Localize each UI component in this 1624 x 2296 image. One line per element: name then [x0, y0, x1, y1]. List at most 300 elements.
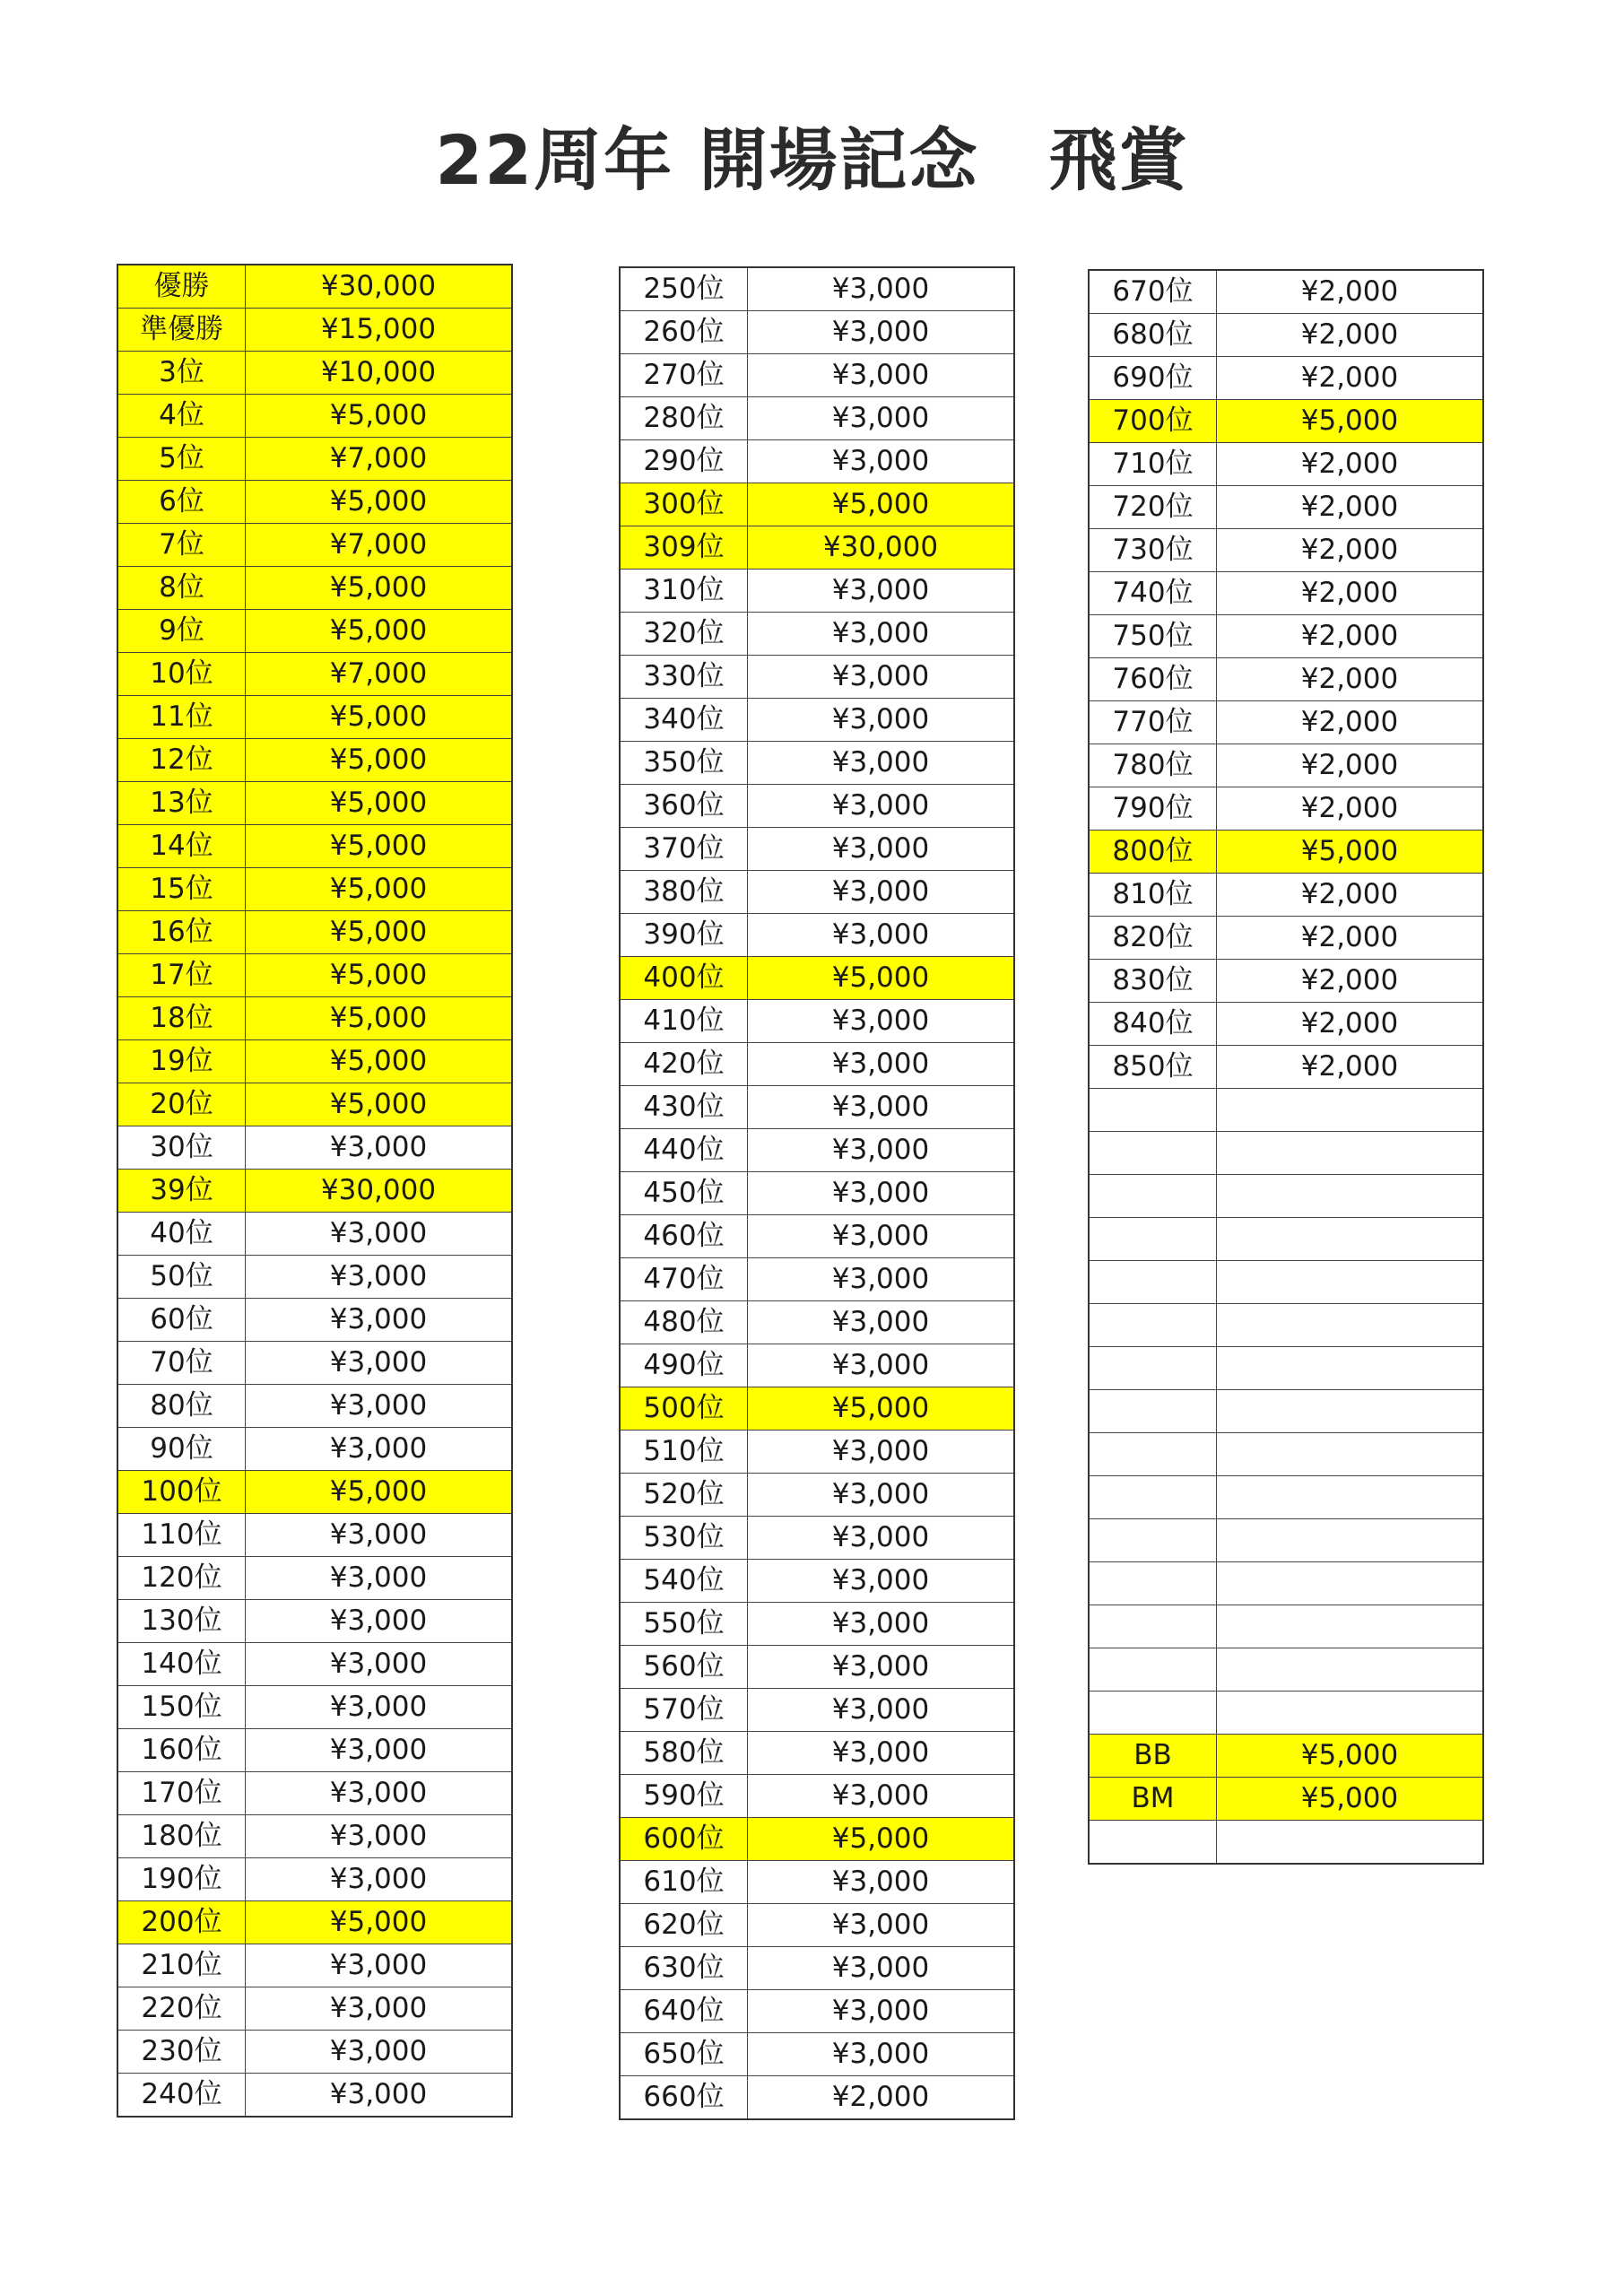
prize-row — [117, 1040, 512, 1083]
prize-amount-cell — [1217, 1132, 1484, 1175]
prize-amount-cell — [1217, 1433, 1484, 1476]
rank-cell: 15位 — [117, 868, 246, 911]
prize-amount-cell: ¥7,000 — [246, 653, 513, 696]
rank-cell: 730位 — [1089, 529, 1217, 572]
prize-row — [117, 739, 512, 782]
prize-row — [1089, 787, 1483, 831]
rank-cell — [1089, 1821, 1217, 1865]
prize-amount-cell: ¥3,000 — [748, 1732, 1015, 1775]
rank-cell — [1089, 1648, 1217, 1692]
rank-cell: 140位 — [117, 1643, 246, 1686]
prize-row — [620, 1603, 1014, 1646]
prize-row — [620, 267, 1014, 311]
prize-amount-cell: ¥2,000 — [1217, 658, 1484, 701]
prize-amount-cell — [1217, 1175, 1484, 1218]
prize-row — [117, 1643, 512, 1686]
prize-row — [1089, 529, 1483, 572]
prize-amount-cell: ¥30,000 — [748, 526, 1015, 570]
rank-cell: 380位 — [620, 871, 748, 914]
prize-amount-cell — [1217, 1648, 1484, 1692]
rank-cell: 9位 — [117, 610, 246, 653]
prize-amount-cell: ¥5,000 — [1217, 1778, 1484, 1821]
prize-row — [620, 570, 1014, 613]
prize-row — [620, 828, 1014, 871]
prize-row — [1089, 615, 1483, 658]
prize-row — [620, 1043, 1014, 1086]
rank-cell: 550位 — [620, 1603, 748, 1646]
prize-row — [117, 1428, 512, 1471]
prize-row — [1089, 572, 1483, 615]
prize-amount-cell: ¥2,000 — [1217, 486, 1484, 529]
rank-cell: 770位 — [1089, 701, 1217, 744]
prize-amount-cell: ¥3,000 — [748, 1258, 1015, 1301]
prize-amount-cell: ¥5,000 — [246, 911, 513, 954]
prize-row — [117, 653, 512, 696]
prize-row — [1089, 1347, 1483, 1390]
rank-cell: 350位 — [620, 742, 748, 785]
rank-cell — [1089, 1476, 1217, 1519]
rank-cell: 160位 — [117, 1729, 246, 1772]
prize-row — [620, 1000, 1014, 1043]
rank-cell — [1089, 1433, 1217, 1476]
prize-amount-cell: ¥5,000 — [246, 567, 513, 610]
prize-row — [117, 1256, 512, 1299]
prize-row — [117, 1299, 512, 1342]
rank-cell — [1089, 1218, 1217, 1261]
prize-amount-cell: ¥5,000 — [748, 483, 1015, 526]
rank-cell: 60位 — [117, 1299, 246, 1342]
rank-cell: 7位 — [117, 524, 246, 567]
prize-row — [117, 1901, 512, 1944]
prize-amount-cell — [1217, 1821, 1484, 1865]
prize-amount-cell: ¥3,000 — [748, 570, 1015, 613]
prize-row — [620, 354, 1014, 397]
prize-row — [1089, 486, 1483, 529]
prize-row — [117, 2031, 512, 2074]
prize-amount-cell: ¥5,000 — [246, 825, 513, 868]
prize-row — [620, 1904, 1014, 1947]
prize-row — [117, 1083, 512, 1126]
prize-amount-cell: ¥3,000 — [748, 1301, 1015, 1344]
prize-amount-cell: ¥3,000 — [748, 1431, 1015, 1474]
prize-row — [117, 567, 512, 610]
prize-row — [620, 2076, 1014, 2120]
rank-cell — [1089, 1175, 1217, 1218]
rank-cell: 630位 — [620, 1947, 748, 1990]
rank-cell: 19位 — [117, 1040, 246, 1083]
prize-amount-cell: ¥3,000 — [748, 1215, 1015, 1258]
prize-amount-cell: ¥2,000 — [1217, 529, 1484, 572]
rank-cell: 690位 — [1089, 357, 1217, 400]
prize-amount-cell: ¥2,000 — [1217, 874, 1484, 917]
rank-cell: 40位 — [117, 1213, 246, 1256]
rank-cell: 420位 — [620, 1043, 748, 1086]
prize-row — [117, 1213, 512, 1256]
prize-amount-cell: ¥5,000 — [748, 1818, 1015, 1861]
prize-amount-cell: ¥2,000 — [1217, 270, 1484, 314]
prize-row — [1089, 314, 1483, 357]
rank-cell: 670位 — [1089, 270, 1217, 314]
prize-row — [117, 2074, 512, 2118]
prize-amount-cell — [1217, 1476, 1484, 1519]
rank-cell: 240位 — [117, 2074, 246, 2118]
prize-amount-cell: ¥2,000 — [1217, 917, 1484, 960]
rank-cell: 470位 — [620, 1258, 748, 1301]
prize-row — [620, 1947, 1014, 1990]
prize-row — [117, 782, 512, 825]
prize-amount-cell: ¥3,000 — [748, 613, 1015, 656]
prize-amount-cell: ¥5,000 — [246, 782, 513, 825]
rank-cell: 8位 — [117, 567, 246, 610]
rank-cell: 5位 — [117, 438, 246, 481]
prize-row — [117, 481, 512, 524]
rank-cell: 620位 — [620, 1904, 748, 1947]
prize-amount-cell: ¥5,000 — [246, 1040, 513, 1083]
prize-amount-cell: ¥3,000 — [748, 1861, 1015, 1904]
prize-amount-cell: ¥3,000 — [748, 742, 1015, 785]
prize-row — [1089, 744, 1483, 787]
prize-row — [620, 1344, 1014, 1387]
rank-cell: 260位 — [620, 311, 748, 354]
prize-amount-cell: ¥15,000 — [246, 309, 513, 352]
rank-cell: 50位 — [117, 1256, 246, 1299]
rank-cell: 30位 — [117, 1126, 246, 1170]
prize-amount-cell: ¥3,000 — [246, 1729, 513, 1772]
prize-row — [620, 1474, 1014, 1517]
prize-row — [620, 311, 1014, 354]
prize-amount-cell — [1217, 1562, 1484, 1605]
prize-row — [117, 309, 512, 352]
rank-cell: 200位 — [117, 1901, 246, 1944]
prize-amount-cell: ¥3,000 — [748, 1560, 1015, 1603]
prize-row — [1089, 874, 1483, 917]
rank-cell: BM — [1089, 1778, 1217, 1821]
rank-cell: 330位 — [620, 656, 748, 699]
prize-row — [1089, 1648, 1483, 1692]
prize-amount-cell: ¥5,000 — [1217, 1735, 1484, 1778]
prize-row — [117, 1342, 512, 1385]
prize-amount-cell: ¥3,000 — [246, 1342, 513, 1385]
rank-cell: 130位 — [117, 1600, 246, 1643]
rank-cell: 320位 — [620, 613, 748, 656]
rank-cell: 780位 — [1089, 744, 1217, 787]
rank-cell: 230位 — [117, 2031, 246, 2074]
rank-cell: 290位 — [620, 440, 748, 483]
prize-amount-cell: ¥2,000 — [1217, 1046, 1484, 1089]
prize-amount-cell: ¥2,000 — [1217, 314, 1484, 357]
prize-amount-cell: ¥2,000 — [1217, 701, 1484, 744]
prize-amount-cell: ¥3,000 — [246, 1299, 513, 1342]
rank-cell: 610位 — [620, 1861, 748, 1904]
rank-cell: 120位 — [117, 1557, 246, 1600]
prize-row — [620, 483, 1014, 526]
prize-row — [620, 1732, 1014, 1775]
prize-row — [620, 1861, 1014, 1904]
rank-cell: 13位 — [117, 782, 246, 825]
prize-amount-cell: ¥2,000 — [1217, 443, 1484, 486]
rank-cell: 優勝 — [117, 265, 246, 309]
prize-row — [117, 1170, 512, 1213]
prize-row — [620, 1215, 1014, 1258]
rank-cell: 16位 — [117, 911, 246, 954]
prize-amount-cell: ¥2,000 — [1217, 1003, 1484, 1046]
rank-cell: 250位 — [620, 267, 748, 311]
prize-row — [117, 1686, 512, 1729]
prize-amount-cell: ¥3,000 — [748, 1947, 1015, 1990]
rank-cell: 650位 — [620, 2033, 748, 2076]
prize-row — [117, 825, 512, 868]
prize-amount-cell: ¥2,000 — [1217, 357, 1484, 400]
prize-amount-cell: ¥3,000 — [748, 1043, 1015, 1086]
prize-amount-cell — [1217, 1218, 1484, 1261]
rank-cell: 600位 — [620, 1818, 748, 1861]
prize-row — [117, 1514, 512, 1557]
rank-cell — [1089, 1132, 1217, 1175]
prize-amount-cell: ¥5,000 — [246, 954, 513, 997]
prize-row — [1089, 1003, 1483, 1046]
rank-cell: 300位 — [620, 483, 748, 526]
prize-row — [117, 395, 512, 438]
prize-amount-cell: ¥5,000 — [246, 1083, 513, 1126]
prize-row — [117, 524, 512, 567]
prize-amount-cell: ¥2,000 — [1217, 744, 1484, 787]
prize-amount-cell: ¥3,000 — [246, 1385, 513, 1428]
rank-cell — [1089, 1605, 1217, 1648]
prize-amount-cell: ¥3,000 — [748, 1086, 1015, 1129]
rank-cell: 760位 — [1089, 658, 1217, 701]
prize-amount-cell: ¥3,000 — [748, 1172, 1015, 1215]
prize-amount-cell — [1217, 1347, 1484, 1390]
prize-amount-cell: ¥5,000 — [246, 395, 513, 438]
rank-cell: 830位 — [1089, 960, 1217, 1003]
rank-cell: 360位 — [620, 785, 748, 828]
prize-amount-cell: ¥3,000 — [246, 1686, 513, 1729]
rank-cell: 840位 — [1089, 1003, 1217, 1046]
prize-row — [1089, 1089, 1483, 1132]
rank-cell: 820位 — [1089, 917, 1217, 960]
prize-amount-cell: ¥3,000 — [748, 699, 1015, 742]
rank-cell: 340位 — [620, 699, 748, 742]
rank-cell: 790位 — [1089, 787, 1217, 831]
prize-table-column-1 — [117, 264, 513, 2118]
rank-cell: 準優勝 — [117, 309, 246, 352]
rank-cell: 570位 — [620, 1689, 748, 1732]
prize-amount-cell — [1217, 1304, 1484, 1347]
rank-cell: 700位 — [1089, 400, 1217, 443]
prize-amount-cell: ¥5,000 — [246, 739, 513, 782]
prize-amount-cell: ¥3,000 — [748, 1646, 1015, 1689]
rank-cell: 440位 — [620, 1129, 748, 1172]
rank-cell: 210位 — [117, 1944, 246, 1987]
prize-row — [620, 957, 1014, 1000]
prize-amount-cell: ¥3,000 — [246, 1600, 513, 1643]
prize-amount-cell: ¥5,000 — [246, 481, 513, 524]
prize-amount-cell: ¥3,000 — [748, 1344, 1015, 1387]
prize-row — [620, 1689, 1014, 1732]
rank-cell: 20位 — [117, 1083, 246, 1126]
prize-row — [620, 1990, 1014, 2033]
prize-amount-cell: ¥3,000 — [748, 1517, 1015, 1560]
prize-table-column-2 — [619, 266, 1015, 2120]
prize-amount-cell: ¥2,000 — [1217, 615, 1484, 658]
prize-amount-cell: ¥3,000 — [748, 1775, 1015, 1818]
prize-row — [117, 1815, 512, 1858]
prize-row — [1089, 270, 1483, 314]
prize-amount-cell: ¥5,000 — [246, 610, 513, 653]
rank-cell: 17位 — [117, 954, 246, 997]
rank-cell: 680位 — [1089, 314, 1217, 357]
rank-cell: 520位 — [620, 1474, 748, 1517]
rank-cell: 430位 — [620, 1086, 748, 1129]
prize-amount-cell — [1217, 1089, 1484, 1132]
rank-cell: 640位 — [620, 1990, 748, 2033]
rank-cell: 580位 — [620, 1732, 748, 1775]
prize-amount-cell: ¥3,000 — [246, 1987, 513, 2031]
prize-row — [620, 1301, 1014, 1344]
prize-amount-cell — [1217, 1261, 1484, 1304]
prize-row — [620, 1172, 1014, 1215]
rank-cell: 14位 — [117, 825, 246, 868]
prize-amount-cell: ¥3,000 — [246, 1213, 513, 1256]
prize-amount-cell: ¥3,000 — [748, 785, 1015, 828]
rank-cell: BB — [1089, 1735, 1217, 1778]
rank-cell: 39位 — [117, 1170, 246, 1213]
prize-row — [1089, 1778, 1483, 1821]
rank-cell: 400位 — [620, 957, 748, 1000]
rank-cell — [1089, 1562, 1217, 1605]
prize-row — [117, 1600, 512, 1643]
prize-amount-cell: ¥2,000 — [1217, 572, 1484, 615]
rank-cell: 800位 — [1089, 831, 1217, 874]
prize-amount-cell: ¥30,000 — [246, 265, 513, 309]
prize-amount-cell: ¥7,000 — [246, 524, 513, 567]
prize-row — [1089, 443, 1483, 486]
rank-cell: 12位 — [117, 739, 246, 782]
rank-cell: 18位 — [117, 997, 246, 1040]
prize-row — [620, 656, 1014, 699]
prize-row — [1089, 1132, 1483, 1175]
prize-amount-cell: ¥5,000 — [246, 997, 513, 1040]
prize-row — [117, 265, 512, 309]
prize-amount-cell: ¥5,000 — [246, 868, 513, 911]
prize-row — [1089, 658, 1483, 701]
prize-row — [620, 1818, 1014, 1861]
prize-row — [117, 696, 512, 739]
prize-row — [620, 613, 1014, 656]
prize-row — [117, 1126, 512, 1170]
prize-amount-cell: ¥30,000 — [246, 1170, 513, 1213]
prize-row — [620, 742, 1014, 785]
prize-row — [1089, 1175, 1483, 1218]
prize-amount-cell — [1217, 1692, 1484, 1735]
prize-row — [620, 1387, 1014, 1431]
prize-amount-cell: ¥2,000 — [1217, 960, 1484, 1003]
prize-row — [117, 352, 512, 395]
rank-cell — [1089, 1390, 1217, 1433]
prize-amount-cell: ¥3,000 — [246, 2074, 513, 2118]
rank-cell: 390位 — [620, 914, 748, 957]
prize-amount-cell: ¥3,000 — [748, 1474, 1015, 1517]
rank-cell: 410位 — [620, 1000, 748, 1043]
prize-amount-cell: ¥5,000 — [246, 1901, 513, 1944]
prize-amount-cell: ¥3,000 — [246, 1256, 513, 1299]
prize-amount-cell: ¥3,000 — [748, 311, 1015, 354]
rank-cell — [1089, 1519, 1217, 1562]
rank-cell — [1089, 1304, 1217, 1347]
rank-cell: 150位 — [117, 1686, 246, 1729]
rank-cell: 710位 — [1089, 443, 1217, 486]
rank-cell: 180位 — [117, 1815, 246, 1858]
prize-amount-cell: ¥5,000 — [748, 957, 1015, 1000]
prize-amount-cell: ¥3,000 — [748, 2033, 1015, 2076]
prize-row — [1089, 1692, 1483, 1735]
prize-row — [117, 1729, 512, 1772]
prize-amount-cell: ¥3,000 — [246, 1428, 513, 1471]
prize-amount-cell: ¥3,000 — [246, 1126, 513, 1170]
rank-cell: 460位 — [620, 1215, 748, 1258]
prize-amount-cell: ¥3,000 — [748, 1904, 1015, 1947]
rank-cell: 80位 — [117, 1385, 246, 1428]
prize-row — [117, 868, 512, 911]
page-title: 22周年 開場記念 飛賞 — [435, 120, 1189, 200]
rank-cell: 850位 — [1089, 1046, 1217, 1089]
prize-amount-cell: ¥7,000 — [246, 438, 513, 481]
prize-row — [1089, 1821, 1483, 1865]
prize-row — [117, 997, 512, 1040]
prize-amount-cell: ¥5,000 — [246, 1471, 513, 1514]
rank-cell: 810位 — [1089, 874, 1217, 917]
rank-cell: 490位 — [620, 1344, 748, 1387]
prize-amount-cell: ¥3,000 — [246, 1858, 513, 1901]
rank-cell — [1089, 1261, 1217, 1304]
prize-row — [117, 1557, 512, 1600]
rank-cell: 370位 — [620, 828, 748, 871]
prize-amount-cell: ¥3,000 — [748, 397, 1015, 440]
rank-cell: 530位 — [620, 1517, 748, 1560]
prize-row — [1089, 357, 1483, 400]
rank-cell: 660位 — [620, 2076, 748, 2120]
prize-amount-cell: ¥3,000 — [748, 1129, 1015, 1172]
rank-cell: 270位 — [620, 354, 748, 397]
rank-cell: 4位 — [117, 395, 246, 438]
rank-cell: 480位 — [620, 1301, 748, 1344]
prize-amount-cell: ¥3,000 — [748, 871, 1015, 914]
prize-amount-cell: ¥3,000 — [748, 267, 1015, 311]
rank-cell: 740位 — [1089, 572, 1217, 615]
prize-row — [620, 1431, 1014, 1474]
prize-amount-cell: ¥2,000 — [1217, 787, 1484, 831]
prize-row — [1089, 831, 1483, 874]
rank-cell — [1089, 1692, 1217, 1735]
prize-amount-cell — [1217, 1605, 1484, 1648]
prize-row — [1089, 1218, 1483, 1261]
prize-amount-cell: ¥5,000 — [246, 696, 513, 739]
prize-row — [620, 1258, 1014, 1301]
rank-cell: 70位 — [117, 1342, 246, 1385]
prize-amount-cell: ¥3,000 — [748, 1000, 1015, 1043]
rank-cell: 100位 — [117, 1471, 246, 1514]
prize-amount-cell: ¥2,000 — [748, 2076, 1015, 2120]
prize-row — [620, 1517, 1014, 1560]
prize-row — [1089, 1519, 1483, 1562]
prize-row — [117, 911, 512, 954]
rank-cell: 220位 — [117, 1987, 246, 2031]
prize-row — [1089, 701, 1483, 744]
rank-cell: 10位 — [117, 653, 246, 696]
rank-cell: 190位 — [117, 1858, 246, 1901]
rank-cell: 3位 — [117, 352, 246, 395]
rank-cell: 11位 — [117, 696, 246, 739]
